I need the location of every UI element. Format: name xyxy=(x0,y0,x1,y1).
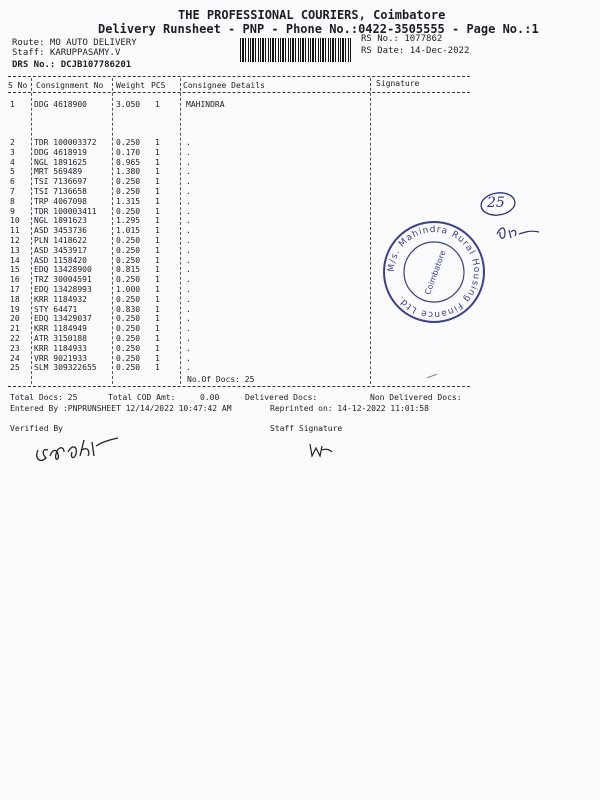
column-separator xyxy=(370,78,371,384)
row-consignment-no: DDG 4618919 xyxy=(34,147,87,157)
row-pcs: 1 xyxy=(155,245,160,255)
col-consignee: Consignee Details xyxy=(183,81,265,90)
row-pcs: 1 xyxy=(155,324,160,334)
rs-number: RS No.: 1077862 xyxy=(361,34,443,44)
company-title: THE PROFESSIONAL COURIERS, Coimbatore xyxy=(178,8,446,22)
row-weight: 0.250 xyxy=(116,177,141,187)
staff-label: Staff: KARUPPASAMY.V xyxy=(12,48,121,58)
row-weight: 0.250 xyxy=(116,314,141,324)
staff-signature-label: Staff Signature xyxy=(270,424,343,433)
row-consignee: . xyxy=(186,285,191,294)
row-weight: 0.250 xyxy=(116,334,141,343)
row-consignee: . xyxy=(186,187,191,196)
verified-by-label: Verified By xyxy=(10,424,63,433)
row-pcs: 1 xyxy=(155,343,160,353)
row-sno: 17 xyxy=(10,285,20,294)
row-pcs: 1 xyxy=(155,275,160,285)
row-consignee: . xyxy=(186,177,191,187)
row-sno: 21 xyxy=(10,324,20,334)
route-label: Route: MO AUTO DELIVERY xyxy=(12,38,137,48)
row-pcs: 1 xyxy=(155,196,160,206)
divider xyxy=(8,76,470,77)
row-consignee: . xyxy=(186,334,191,343)
column-separator xyxy=(31,78,32,384)
row-consignee: . xyxy=(186,138,191,147)
row-pcs: 1 xyxy=(155,187,160,196)
row-consignee: . xyxy=(186,147,191,157)
row-weight: 0.250 xyxy=(116,138,141,147)
row-weight: 0.830 xyxy=(116,304,141,314)
row-sno: 12 xyxy=(10,236,20,245)
barcode-image xyxy=(240,38,352,62)
row-consignment-no: TSI 7136697 xyxy=(34,177,87,187)
row-pcs: 1 xyxy=(155,216,160,226)
company-stamp-icon xyxy=(380,218,488,326)
row-pcs: 1 xyxy=(155,304,160,314)
row-consignee: MAHINDRA xyxy=(186,100,225,109)
row-sno: 9 xyxy=(10,206,15,216)
row-weight: 0.250 xyxy=(116,245,141,255)
verified-signature-icon xyxy=(32,428,127,470)
row-consignment-no: SLM 309322655 xyxy=(34,363,97,373)
initials-signature-icon xyxy=(495,222,543,244)
row-consignment-no: KRR 1184932 xyxy=(34,294,87,304)
row-sno: 13 xyxy=(10,245,20,255)
row-pcs: 1 xyxy=(155,147,160,157)
svg-text:M/s. Mahindra Rural Housing Fi: M/s. Mahindra Rural Housing Finance Ltd. xyxy=(386,224,482,320)
svg-text:Coimbatore: Coimbatore xyxy=(423,249,448,296)
row-pcs: 1 xyxy=(155,138,160,147)
row-sno: 3 xyxy=(10,147,15,157)
row-consignment-no: EDQ 13429037 xyxy=(34,314,92,324)
row-consignment-no: MRT 569489 xyxy=(34,167,83,177)
col-signature: Signature xyxy=(376,79,420,88)
runsheet-subtitle: Delivery Runsheet - PNP - Phone No.:0422-3505555 - Page No.:1 xyxy=(98,22,539,36)
row-weight: 1.315 xyxy=(116,196,141,206)
row-sno: 24 xyxy=(10,353,20,363)
row-pcs: 1 xyxy=(155,255,160,265)
row-consignment-no: PLN 1418622 xyxy=(34,236,87,245)
row-sno: 22 xyxy=(10,334,20,343)
col-consignment: Consignment No xyxy=(36,81,104,90)
col-pcs: PCS xyxy=(151,81,166,90)
row-pcs: 1 xyxy=(155,314,160,324)
row-consignment-no: ATR 3150188 xyxy=(34,334,87,343)
row-sno: 14 xyxy=(10,255,20,265)
row-weight: 1.295 xyxy=(116,216,141,226)
row-consignment-no: TDR 100003372 xyxy=(34,138,97,147)
row-weight: 0.250 xyxy=(116,353,141,363)
row-weight: 0.250 xyxy=(116,324,141,334)
col-weight: Weight xyxy=(116,81,145,90)
row-pcs: 1 xyxy=(155,206,160,216)
row-consignment-no: VRR 9021933 xyxy=(34,353,87,363)
row-consignee: . xyxy=(186,255,191,265)
row-pcs: 1 xyxy=(155,177,160,187)
row-pcs: 1 xyxy=(155,236,160,245)
row-pcs: 1 xyxy=(155,100,160,109)
row-weight: 0.815 xyxy=(116,265,141,275)
row-sno: 23 xyxy=(10,343,20,353)
row-consignee: . xyxy=(186,265,191,275)
delivered-docs: Delivered Docs: xyxy=(245,393,318,402)
row-weight: 0.250 xyxy=(116,206,141,216)
row-weight: 1.015 xyxy=(116,226,141,236)
total-docs: Total Docs: 25 xyxy=(10,393,78,402)
row-pcs: 1 xyxy=(155,265,160,275)
row-consignee: . xyxy=(186,216,191,226)
row-consignment-no: ASD 3453917 xyxy=(34,245,87,255)
row-consignee: . xyxy=(186,157,191,167)
column-separator xyxy=(180,78,181,384)
row-consignment-no: EDQ 13428900 xyxy=(34,265,92,275)
row-weight: 0.965 xyxy=(116,157,141,167)
row-weight: 3.050 xyxy=(116,100,141,109)
row-consignee: . xyxy=(186,206,191,216)
divider xyxy=(8,92,470,93)
row-sno: 10 xyxy=(10,216,20,226)
row-sno: 15 xyxy=(10,265,20,275)
row-weight: 0.250 xyxy=(116,187,141,196)
row-sno: 6 xyxy=(10,177,15,187)
row-weight: 1.000 xyxy=(116,285,141,294)
non-delivered-docs: Non Delivered Docs: xyxy=(370,393,462,402)
handwritten-25: 25 xyxy=(487,195,505,211)
row-consignment-no: KRR 1184949 xyxy=(34,324,87,334)
row-sno: 20 xyxy=(10,314,20,324)
row-pcs: 1 xyxy=(155,226,160,236)
row-pcs: 1 xyxy=(155,157,160,167)
row-weight: 1.380 xyxy=(116,167,141,177)
row-sno: 7 xyxy=(10,187,15,196)
row-weight: 0.250 xyxy=(116,275,141,285)
row-sno: 8 xyxy=(10,196,15,206)
row-consignee: . xyxy=(186,245,191,255)
row-consignment-no: ASD 3453736 xyxy=(34,226,87,236)
row-pcs: 1 xyxy=(155,363,160,373)
row-consignee: . xyxy=(186,324,191,334)
divider xyxy=(8,386,470,387)
rs-date: RS Date: 14-Dec-2022 xyxy=(361,46,470,56)
drs-number: DRS No.: DCJB107786201 xyxy=(12,60,132,70)
row-pcs: 1 xyxy=(155,334,160,343)
row-consignee: . xyxy=(186,275,191,285)
row-weight: 0.250 xyxy=(116,343,141,353)
tick-mark-icon xyxy=(426,372,438,380)
row-sno: 5 xyxy=(10,167,15,177)
row-consignment-no: ASD 1158420 xyxy=(34,255,87,265)
row-weight: 0.250 xyxy=(116,236,141,245)
row-pcs: 1 xyxy=(155,294,160,304)
row-sno: 11 xyxy=(10,226,20,236)
row-consignment-no: KRR 1184933 xyxy=(34,343,87,353)
col-sno: S No xyxy=(8,81,28,90)
entered-by: Entered By :PNPRUNSHEET 12/14/2022 10:47:42 AM xyxy=(10,404,232,413)
row-sno: 16 xyxy=(10,275,20,285)
total-cod-value: 0.00 xyxy=(200,393,220,402)
row-weight: 0.170 xyxy=(116,147,141,157)
row-sno: 4 xyxy=(10,157,15,167)
row-consignment-no: TRZ 30004591 xyxy=(34,275,92,285)
total-cod-label: Total COD Amt: xyxy=(108,393,176,402)
row-consignment-no: NGL 1891623 xyxy=(34,216,87,226)
row-pcs: 1 xyxy=(155,167,160,177)
row-consignment-no: EDQ 13428993 xyxy=(34,285,92,294)
column-separator xyxy=(112,78,113,384)
staff-signature-icon xyxy=(306,440,336,460)
row-consignee: . xyxy=(186,294,191,304)
row-consignee: . xyxy=(186,226,191,236)
row-sno: 1 xyxy=(10,100,15,109)
row-sno: 19 xyxy=(10,304,20,314)
row-weight: 0.250 xyxy=(116,294,141,304)
row-consignee: . xyxy=(186,304,191,314)
row-consignee: . xyxy=(186,314,191,324)
row-sno: 25 xyxy=(10,363,20,373)
row-consignee: . xyxy=(186,236,191,245)
row-consignee: . xyxy=(186,353,191,363)
row-pcs: 1 xyxy=(155,353,160,363)
row-consignment-no: NGL 1891625 xyxy=(34,157,87,167)
row-consignment-no: TRP 4067098 xyxy=(34,196,87,206)
no-of-docs: No.Of Docs: 25 xyxy=(187,375,255,384)
row-consignee: . xyxy=(186,363,191,373)
row-consignee: . xyxy=(186,343,191,353)
row-consignment-no: TSI 7136658 xyxy=(34,187,87,196)
row-pcs: 1 xyxy=(155,285,160,294)
row-weight: 0.250 xyxy=(116,363,141,373)
row-weight: 0.250 xyxy=(116,255,141,265)
row-consignee: . xyxy=(186,167,191,177)
reprinted-on: Reprinted on: 14-12-2022 11:01:58 xyxy=(270,404,429,413)
row-sno: 18 xyxy=(10,294,20,304)
row-consignment-no: DDG 4618900 xyxy=(34,100,87,109)
row-sno: 2 xyxy=(10,138,15,147)
row-consignment-no: STY 64471 xyxy=(34,304,78,314)
row-consignee: . xyxy=(186,196,191,206)
row-consignment-no: TDR 100003411 xyxy=(34,206,97,216)
